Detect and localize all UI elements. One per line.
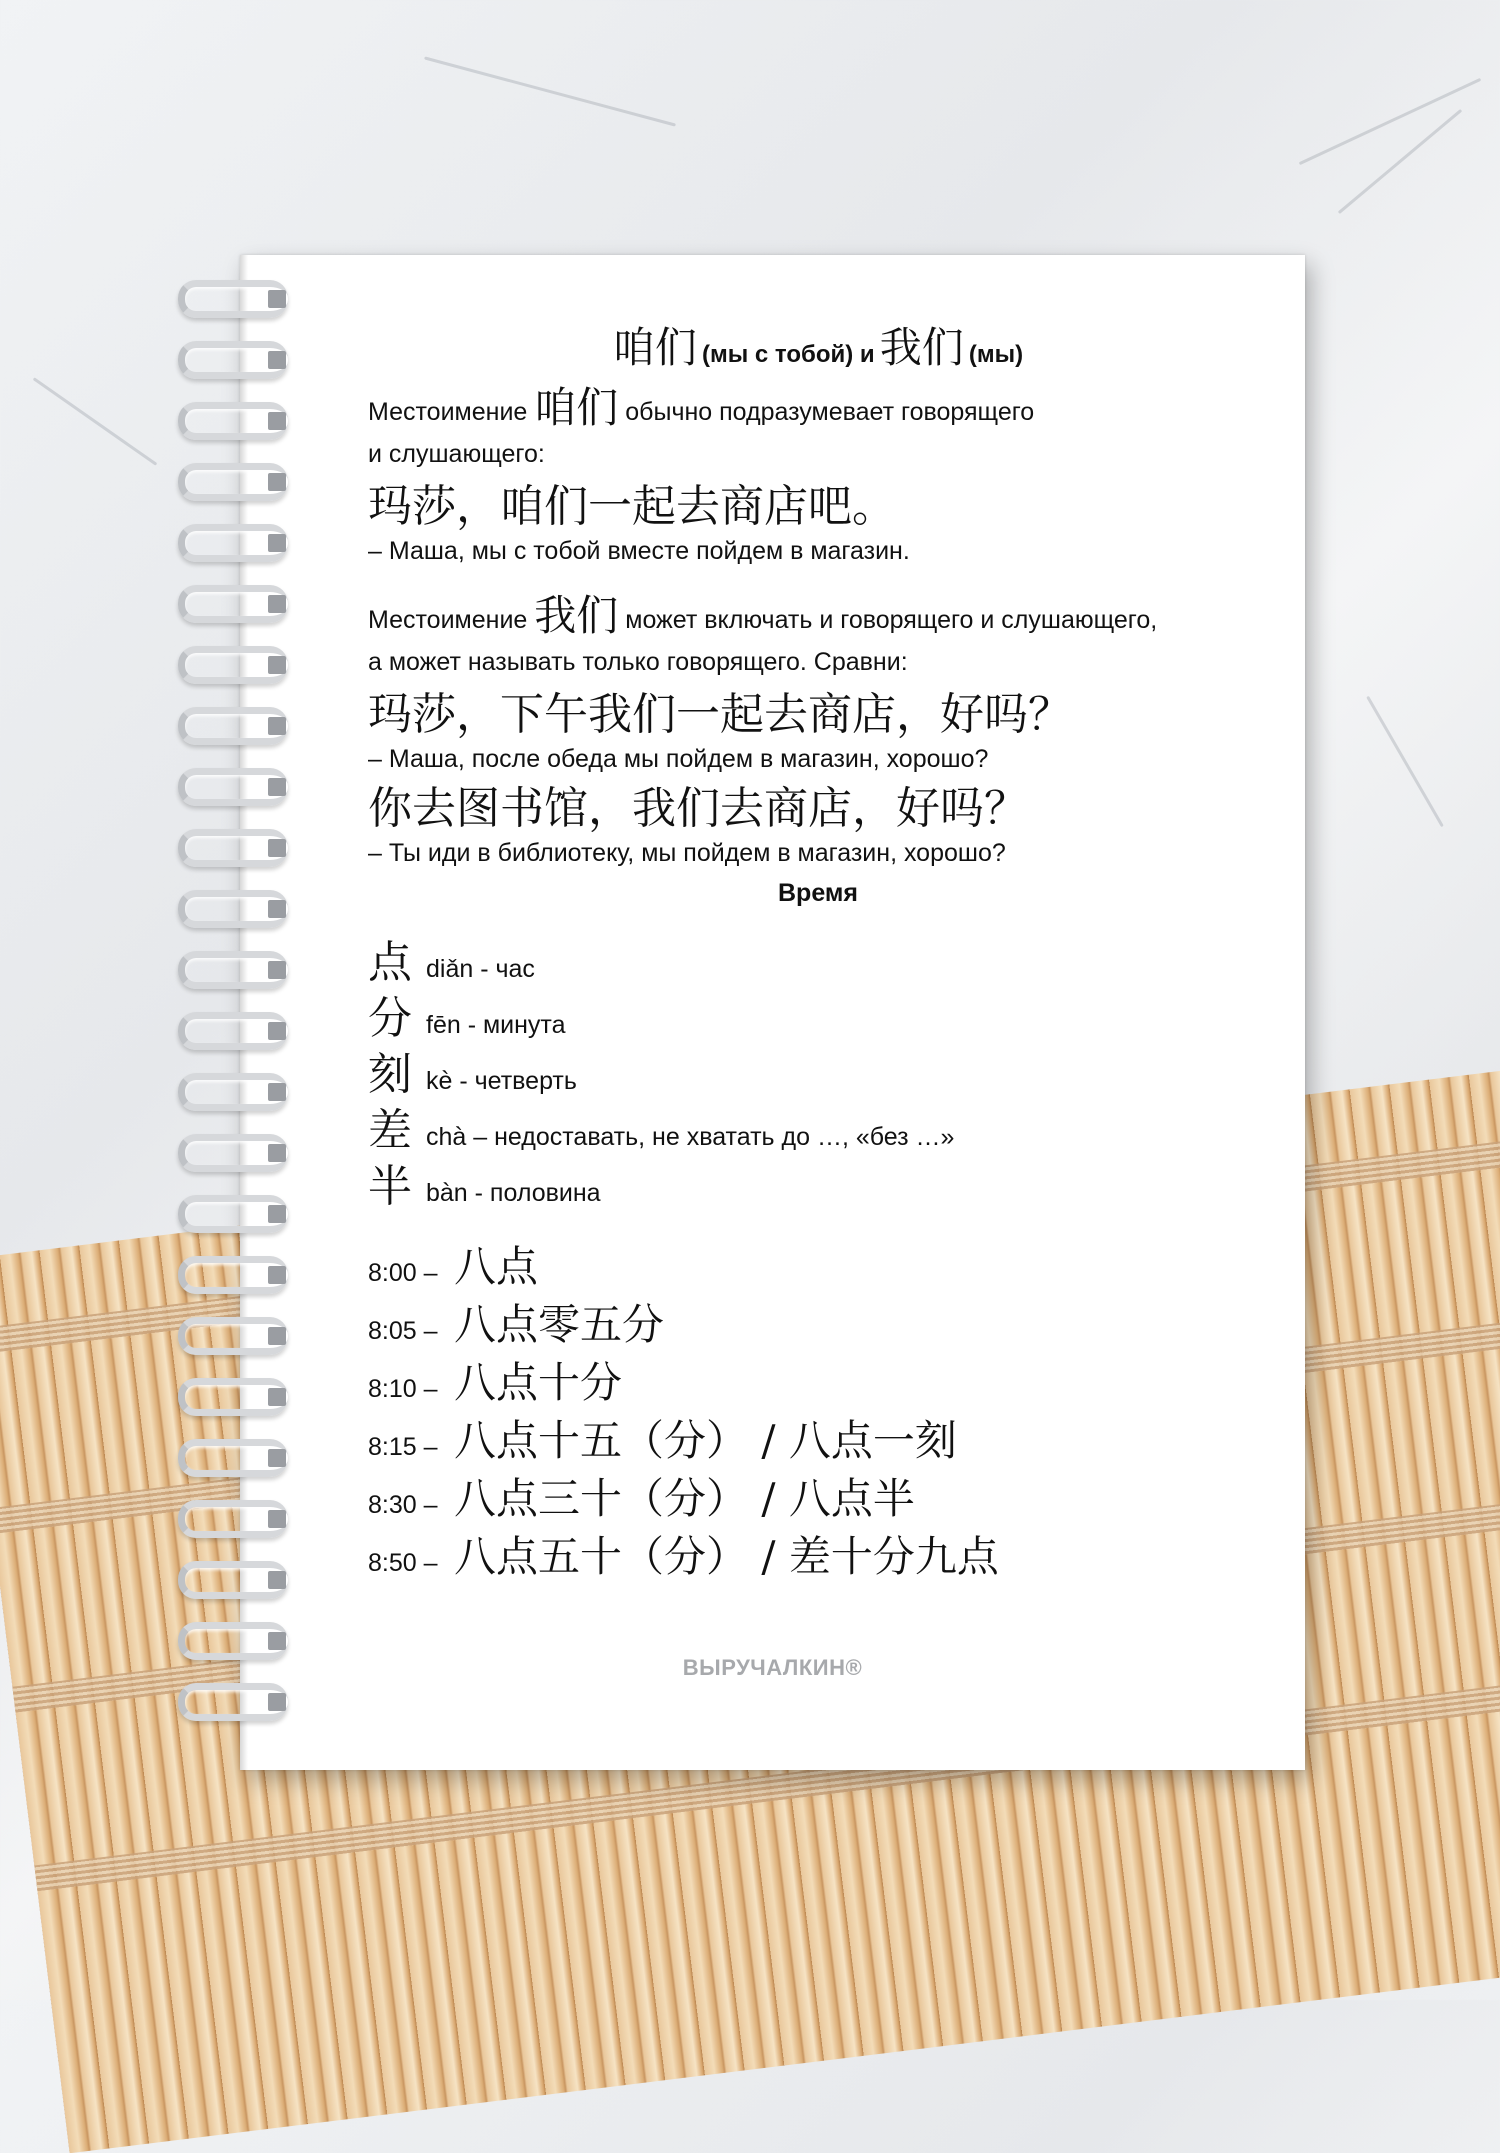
binding-hole bbox=[268, 778, 286, 796]
binding-hole bbox=[268, 656, 286, 674]
block1-intro-hz: 咱们 bbox=[534, 383, 619, 432]
binding-hole bbox=[268, 1083, 286, 1101]
binding-hole bbox=[268, 1388, 286, 1406]
time-value: 8:30 – bbox=[368, 1491, 438, 1519]
marble-vein bbox=[1366, 696, 1444, 827]
time-value: 8:05 – bbox=[368, 1317, 438, 1345]
binding-hole bbox=[268, 473, 286, 491]
vocab-def: diǎn - час bbox=[426, 955, 535, 983]
binding-hole bbox=[268, 1571, 286, 1589]
marble-vein bbox=[1299, 78, 1482, 165]
title-label-1: (мы с тобой) и bbox=[701, 341, 875, 368]
block1-example-ru: – Маша, мы с тобой вместе пойдем в магазин. bbox=[368, 537, 910, 565]
binding-hole bbox=[268, 839, 286, 857]
block1-intro-line2: и слушающего: bbox=[368, 440, 545, 468]
time-chinese: 八点三十（分） / 八点半 bbox=[454, 1474, 915, 1523]
binding-hole bbox=[268, 961, 286, 979]
time-examples bbox=[368, 1234, 1268, 1582]
block2-intro-before: Местоимение bbox=[368, 606, 528, 634]
time-row bbox=[368, 1466, 1268, 1524]
vocab-hz: 点 bbox=[368, 937, 412, 988]
block2-intro-line2: а может называть только говорящего. Сравни: bbox=[368, 648, 908, 676]
binding-hole bbox=[268, 1449, 286, 1467]
marble-vein bbox=[33, 377, 158, 465]
binding-hole bbox=[268, 1205, 286, 1223]
block2-example2-cn: 你去图书馆，我们去商店，好吗？ bbox=[368, 783, 1028, 834]
title-label-2: (мы) bbox=[968, 341, 1024, 368]
vocab-hz: 分 bbox=[368, 993, 412, 1044]
title-hz-zanmen: 咱们 bbox=[612, 323, 697, 372]
binding-hole bbox=[268, 290, 286, 308]
page-title bbox=[368, 315, 1268, 375]
spiral-binding bbox=[178, 280, 298, 1740]
vocab-list bbox=[368, 926, 1268, 1212]
time-chinese: 八点十分 bbox=[454, 1358, 623, 1407]
binding-hole bbox=[268, 717, 286, 735]
time-value: 8:50 – bbox=[368, 1549, 438, 1577]
time-value: 8:15 – bbox=[368, 1433, 438, 1461]
page-content bbox=[368, 315, 1268, 1582]
block2-intro-after: может включать и говорящего и слушающего, bbox=[625, 606, 1158, 634]
vocab-item bbox=[368, 1094, 1268, 1156]
vocab-def: fēn - минута bbox=[426, 1011, 566, 1039]
marble-vein bbox=[424, 56, 676, 126]
brand-logo: ВЫРУЧАЛКИН® bbox=[682, 1655, 863, 1680]
block1-intro-after: обычно подразумевает говорящего bbox=[625, 398, 1035, 426]
binding-hole bbox=[268, 1266, 286, 1284]
time-value: 8:00 – bbox=[368, 1259, 438, 1287]
binding-hole bbox=[268, 412, 286, 430]
block2-intro-hz: 我们 bbox=[534, 591, 619, 640]
time-chinese: 八点零五分 bbox=[454, 1300, 665, 1349]
time-row bbox=[368, 1350, 1268, 1408]
vocab-item bbox=[368, 926, 1268, 988]
block1-example-cn: 玛莎，咱们一起去商店吧。 bbox=[368, 481, 896, 532]
vocab-hz: 半 bbox=[368, 1161, 412, 1212]
binding-hole bbox=[268, 1632, 286, 1650]
block2-example2-ru: – Ты иди в библиотеку, мы пойдем в магазин, хорошо? bbox=[368, 839, 1006, 867]
time-row bbox=[368, 1234, 1268, 1292]
vocab-item bbox=[368, 982, 1268, 1044]
vocab-item bbox=[368, 1038, 1268, 1100]
binding-hole bbox=[268, 1693, 286, 1711]
time-chinese: 八点 bbox=[454, 1242, 539, 1291]
time-row bbox=[368, 1408, 1268, 1466]
vocab-def: bàn - половина bbox=[426, 1179, 601, 1207]
time-row bbox=[368, 1524, 1268, 1582]
marble-vein bbox=[1338, 109, 1462, 214]
binding-hole bbox=[268, 351, 286, 369]
time-chinese: 八点五十（分） / 差十分九点 bbox=[454, 1532, 999, 1581]
vocab-def: chà – недоставать, не хватать до …, «без …» bbox=[426, 1123, 955, 1151]
time-value: 8:10 – bbox=[368, 1375, 438, 1403]
block1-intro bbox=[368, 383, 1268, 433]
block2-example1-ru: – Маша, после обеда мы пойдем в магазин, хорошо? bbox=[368, 745, 989, 773]
binding-hole bbox=[268, 595, 286, 613]
vocab-item bbox=[368, 1150, 1268, 1212]
block2-example1-cn: 玛莎，下午我们一起去商店，好吗？ bbox=[368, 689, 1072, 740]
vocab-def: kè - четверть bbox=[426, 1067, 577, 1095]
binding-hole bbox=[268, 900, 286, 918]
time-row bbox=[368, 1292, 1268, 1350]
vocab-hz: 刻 bbox=[368, 1049, 412, 1100]
block2-intro bbox=[368, 591, 1268, 641]
binding-hole bbox=[268, 1327, 286, 1345]
title-hz-women: 我们 bbox=[879, 323, 964, 372]
binding-hole bbox=[268, 534, 286, 552]
binding-hole bbox=[268, 1144, 286, 1162]
block1-intro-before: Местоимение bbox=[368, 398, 528, 426]
binding-hole bbox=[268, 1510, 286, 1528]
time-chinese: 八点十五（分） / 八点一刻 bbox=[454, 1416, 957, 1465]
vocab-hz: 差 bbox=[368, 1105, 412, 1156]
time-section-title: Время bbox=[778, 879, 858, 907]
notebook-page bbox=[240, 255, 1305, 1770]
binding-hole bbox=[268, 1022, 286, 1040]
